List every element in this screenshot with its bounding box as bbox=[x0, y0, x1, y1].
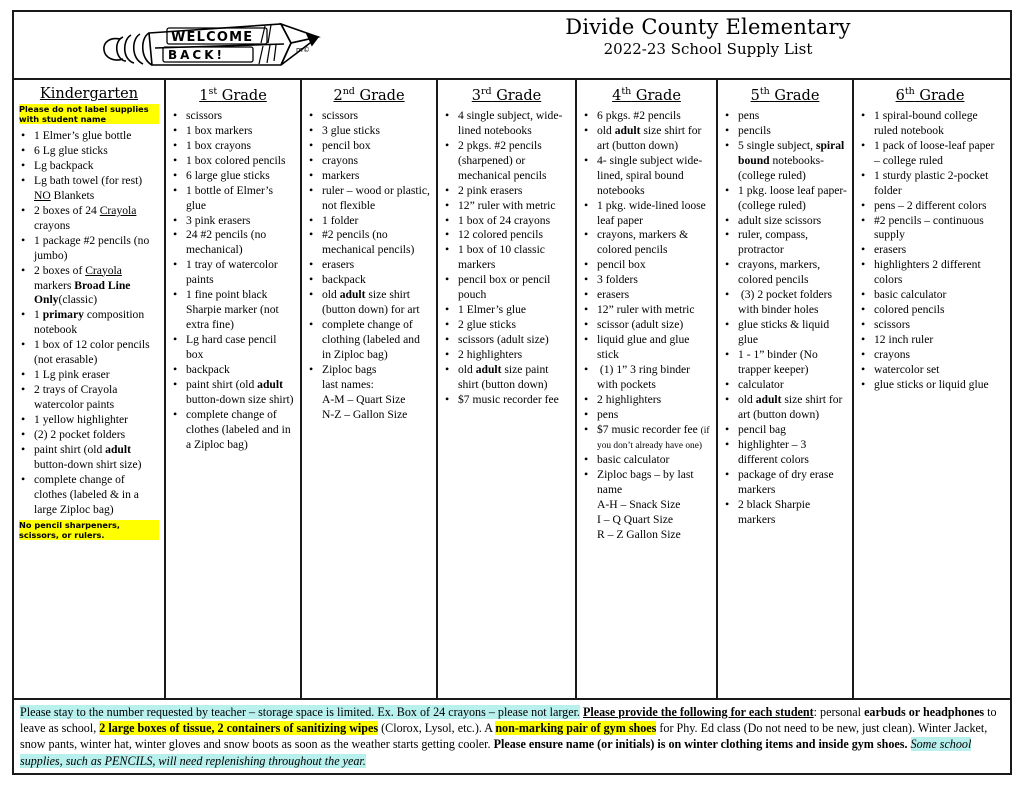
list-item: • old adult size paint shirt (button down) bbox=[443, 363, 570, 393]
kindergarten-note-top: Please do not label supplies with student name bbox=[19, 104, 159, 124]
supply-list-grade-6 bbox=[859, 109, 1001, 393]
footer-segment-brands: (Clorox, Lysol, etc.). A bbox=[378, 721, 496, 736]
welcome-back-pencil-icon bbox=[85, 17, 335, 75]
column-grade-4 bbox=[577, 80, 718, 698]
list-item: • Lg bath towel (for rest) NO Blankets bbox=[19, 174, 159, 204]
supply-list-grade-5 bbox=[723, 109, 847, 528]
list-item: • ruler, compass, protractor bbox=[723, 228, 847, 258]
list-item: • crayons, markers & colored pencils bbox=[582, 228, 711, 258]
column-heading-grade-2: 2nd Grade bbox=[333, 86, 405, 104]
column-heading-kindergarten: Kindergarten bbox=[39, 86, 139, 102]
list-item: • 1 pkg. wide-lined loose leaf paper bbox=[582, 199, 711, 229]
list-item: • 6 large glue sticks bbox=[171, 169, 295, 184]
list-item: • crayons, markers, colored pencils bbox=[723, 258, 847, 288]
list-item: • adult size scissors bbox=[723, 214, 847, 229]
list-item: • 1 yellow highlighter bbox=[19, 413, 159, 428]
list-item: • $7 music recorder fee bbox=[443, 393, 570, 408]
logo-text-top: WELCOME bbox=[171, 30, 254, 45]
list-item: • glue sticks or liquid glue bbox=[859, 378, 1001, 393]
column-grade-5 bbox=[718, 80, 854, 698]
list-item: • complete change of clothing (labeled and in Ziploc bag) bbox=[307, 318, 431, 363]
list-item: • 1 package #2 pencils (no jumbo) bbox=[19, 234, 159, 264]
document-header bbox=[14, 12, 1010, 80]
list-item: • erasers bbox=[859, 243, 1001, 258]
list-item: • paint shirt (old adult button-down shirt size) bbox=[19, 443, 159, 473]
list-item: • pencil box bbox=[307, 139, 431, 154]
column-heading-grade-1: 1st Grade bbox=[199, 86, 267, 104]
list-item: • markers bbox=[307, 169, 431, 184]
list-item: • (1) 1” 3 ring binder with pockets bbox=[582, 363, 711, 393]
list-item: • 1 box of 24 crayons bbox=[443, 214, 570, 229]
list-item: • 6 Lg glue sticks bbox=[19, 144, 159, 159]
title-block bbox=[406, 12, 1010, 60]
list-item: • ruler – wood or plastic, not flexible bbox=[307, 184, 431, 214]
footer-notes bbox=[14, 698, 1010, 773]
list-item: • Ziploc bags – by last name A-H – Snack Size I – Q Quart Size R – Z Gallon Size bbox=[582, 468, 711, 543]
list-item: • pens bbox=[723, 109, 847, 124]
column-heading-grade-6: 6th Grade bbox=[895, 86, 965, 104]
list-item: • watercolor set bbox=[859, 363, 1001, 378]
list-item: • 1 Elmer’s glue bottle bbox=[19, 129, 159, 144]
list-item: • paint shirt (old adult button-down size shirt) bbox=[171, 378, 295, 408]
list-item: • scissors bbox=[171, 109, 295, 124]
list-item: • Lg hard case pencil box bbox=[171, 333, 295, 363]
logo-cell bbox=[14, 12, 406, 78]
list-item: • complete change of clothes (labeled & in a large Ziploc bag) bbox=[19, 473, 159, 518]
list-item: • 2 boxes of 24 Crayola crayons bbox=[19, 204, 159, 234]
column-heading-grade-3: 3rd Grade bbox=[471, 86, 542, 104]
list-item: • calculator bbox=[723, 378, 847, 393]
list-item: • pens – 2 different colors bbox=[859, 199, 1001, 214]
list-item: • pencils bbox=[723, 124, 847, 139]
list-item: • 1 sturdy plastic 2-pocket folder bbox=[859, 169, 1001, 199]
list-item: • 1 primary composition notebook bbox=[19, 308, 159, 338]
list-item: • 1 bottle of Elmer’s glue bbox=[171, 184, 295, 214]
list-item: • package of dry erase markers bbox=[723, 468, 847, 498]
list-item: • scissors (adult size) bbox=[443, 333, 570, 348]
list-item: • complete change of clothes (labeled and in a Ziploc bag) bbox=[171, 408, 295, 453]
list-item: • scissors bbox=[307, 109, 431, 124]
list-item: • (3) 2 pocket folders with binder holes bbox=[723, 288, 847, 318]
list-item: • 6 pkgs. #2 pencils bbox=[582, 109, 711, 124]
footer-segment-replenish: Some school supplies, such as PENCILS, will need replenishing throughout the year. bbox=[20, 737, 972, 768]
footer-segment-leave: to leave as school, bbox=[20, 704, 997, 736]
list-item: • erasers bbox=[307, 258, 431, 273]
list-item: • 3 folders bbox=[582, 273, 711, 288]
list-item: • 2 pkgs. #2 pencils (sharpened) or mechanical pencils bbox=[443, 139, 570, 184]
list-item: • old adult size shirt (button down) for art bbox=[307, 288, 431, 318]
list-item: • 1 box markers bbox=[171, 124, 295, 139]
list-item: • pencil box or pencil pouch bbox=[443, 273, 570, 303]
supply-list-grade-1 bbox=[171, 109, 295, 453]
page-subtitle: 2022-23 School Supply List bbox=[603, 40, 813, 59]
footer-segment-earbuds: earbuds or headphones bbox=[864, 704, 985, 719]
list-item: • Ziploc bags last names: A-M – Quart Size N-Z – Gallon Size bbox=[307, 363, 431, 423]
list-item: • 2 pink erasers bbox=[443, 184, 570, 199]
list-item: • 12 inch ruler bbox=[859, 333, 1001, 348]
supply-list-kindergarten bbox=[19, 129, 159, 518]
list-item: • backpack bbox=[171, 363, 295, 378]
list-item: • 24 #2 pencils (no mechanical) bbox=[171, 228, 295, 258]
column-grade-6 bbox=[854, 80, 1006, 698]
list-item: • 1 box colored pencils bbox=[171, 154, 295, 169]
list-item: • 3 glue sticks bbox=[307, 124, 431, 139]
list-item: • 1 pack of loose-leaf paper – college ruled bbox=[859, 139, 1001, 169]
list-item: • 1 tray of watercolor paints bbox=[171, 258, 295, 288]
list-item: • 2 black Sharpie markers bbox=[723, 498, 847, 528]
list-item: • 1 box of 10 classic markers bbox=[443, 243, 570, 273]
footer-segment-tissue-wipes: 2 large boxes of tissue, 2 containers of sanitizing wipes bbox=[99, 721, 379, 736]
list-item: • 4 single subject, wide-lined notebooks bbox=[443, 109, 570, 139]
footer-segment-ensure-name: Please ensure name (or initials) is on winter clothing items and inside gym shoes. bbox=[493, 737, 908, 752]
list-item: • 1 pkg. loose leaf paper- (college ruled) bbox=[723, 184, 847, 214]
list-item: • colored pencils bbox=[859, 303, 1001, 318]
footer-segment-gym-shoes: non-marking pair of gym shoes bbox=[495, 721, 657, 736]
list-item: • pencil bag bbox=[723, 423, 847, 438]
column-kindergarten bbox=[14, 80, 166, 698]
list-item: • crayons bbox=[307, 154, 431, 169]
list-item: • 12” ruler with metric bbox=[443, 199, 570, 214]
supply-list-grade-3 bbox=[443, 109, 570, 408]
list-item: • 1 folder bbox=[307, 214, 431, 229]
list-item: • 1 spiral-bound college ruled notebook bbox=[859, 109, 1001, 139]
list-item: • $7 music recorder fee (if you don’t already have one) bbox=[582, 423, 711, 453]
footer-segment-winter: for Phy. Ed class (Do not need to be new, just clean). Winter Jacket, snow pants, winter hat, winter gloves and snow boots as soon as the weather starts getting cooler. bbox=[20, 721, 988, 752]
list-item: • 2 boxes of Crayola markers Broad Line Only(classic) bbox=[19, 264, 159, 309]
list-item: • 1 box of 12 color pencils (not erasable) bbox=[19, 338, 159, 368]
list-item: • 1 - 1” binder (No trapper keeper) bbox=[723, 348, 847, 378]
kindergarten-note-bottom: No pencil sharpeners, scissors, or rulers. bbox=[19, 520, 159, 540]
column-grade-1 bbox=[166, 80, 302, 698]
list-item: • 1 box crayons bbox=[171, 139, 295, 154]
list-item: • old adult size shirt for art (button down) bbox=[723, 393, 847, 423]
list-item: • old adult size shirt for art (button down) bbox=[582, 124, 711, 154]
list-item: • Lg backpack bbox=[19, 159, 159, 174]
logo-text-bottom: BACK! bbox=[168, 48, 226, 62]
page-title: Divide County Elementary bbox=[565, 15, 851, 39]
column-heading-grade-4: 4th Grade bbox=[612, 86, 681, 104]
list-item: • #2 pencils (no mechanical pencils) bbox=[307, 228, 431, 258]
list-item: • highlighters 2 different colors bbox=[859, 258, 1001, 288]
list-item: • liquid glue and glue stick bbox=[582, 333, 711, 363]
list-item: • 3 pink erasers bbox=[171, 214, 295, 229]
footer-segment-storage: Please stay to the number requested by teacher – storage space is limited. Ex. Box of 24 crayons – please not larger. bbox=[20, 704, 580, 719]
list-item: • basic calculator bbox=[859, 288, 1001, 303]
list-item: • pens bbox=[582, 408, 711, 423]
list-item: • erasers bbox=[582, 288, 711, 303]
footer-segment-personal: : personal bbox=[813, 704, 865, 719]
column-heading-grade-5: 5th Grade bbox=[750, 86, 820, 104]
footer-segment-provide: Please provide the following for each student bbox=[583, 704, 814, 719]
list-item: • 2 highlighters bbox=[582, 393, 711, 408]
list-item: • 1 Elmer’s glue bbox=[443, 303, 570, 318]
list-item: • backpack bbox=[307, 273, 431, 288]
supply-list-grade-2 bbox=[307, 109, 431, 423]
list-item: • 12 colored pencils bbox=[443, 228, 570, 243]
list-item: • pencil box bbox=[582, 258, 711, 273]
list-item: • (2) 2 pocket folders bbox=[19, 428, 159, 443]
list-item: • 2 glue sticks bbox=[443, 318, 570, 333]
supply-list-sheet bbox=[12, 10, 1012, 775]
column-grade-3 bbox=[438, 80, 577, 698]
list-item: • 4- single subject wide-lined, spiral bound notebooks bbox=[582, 154, 711, 199]
supply-list-grade-4 bbox=[582, 109, 711, 543]
list-item: • 2 highlighters bbox=[443, 348, 570, 363]
list-item: • scissors bbox=[859, 318, 1001, 333]
column-grade-2 bbox=[302, 80, 438, 698]
list-item: • #2 pencils – continuous supply bbox=[859, 214, 1001, 244]
list-item: • scissor (adult size) bbox=[582, 318, 711, 333]
list-item: • highlighter – 3 different colors bbox=[723, 438, 847, 468]
artist-mark: m© bbox=[296, 46, 310, 54]
list-item: • 1 Lg pink eraser bbox=[19, 368, 159, 383]
list-item: • 1 fine point black Sharpie marker (not extra fine) bbox=[171, 288, 295, 333]
list-item: • 2 trays of Crayola watercolor paints bbox=[19, 383, 159, 413]
list-item: • glue sticks & liquid glue bbox=[723, 318, 847, 348]
list-item: • 5 single subject, spiral bound notebooks- (college ruled) bbox=[723, 139, 847, 184]
list-item: • 12” ruler with metric bbox=[582, 303, 711, 318]
list-item: • basic calculator bbox=[582, 453, 711, 468]
list-item: • crayons bbox=[859, 348, 1001, 363]
grade-columns bbox=[14, 80, 1010, 698]
